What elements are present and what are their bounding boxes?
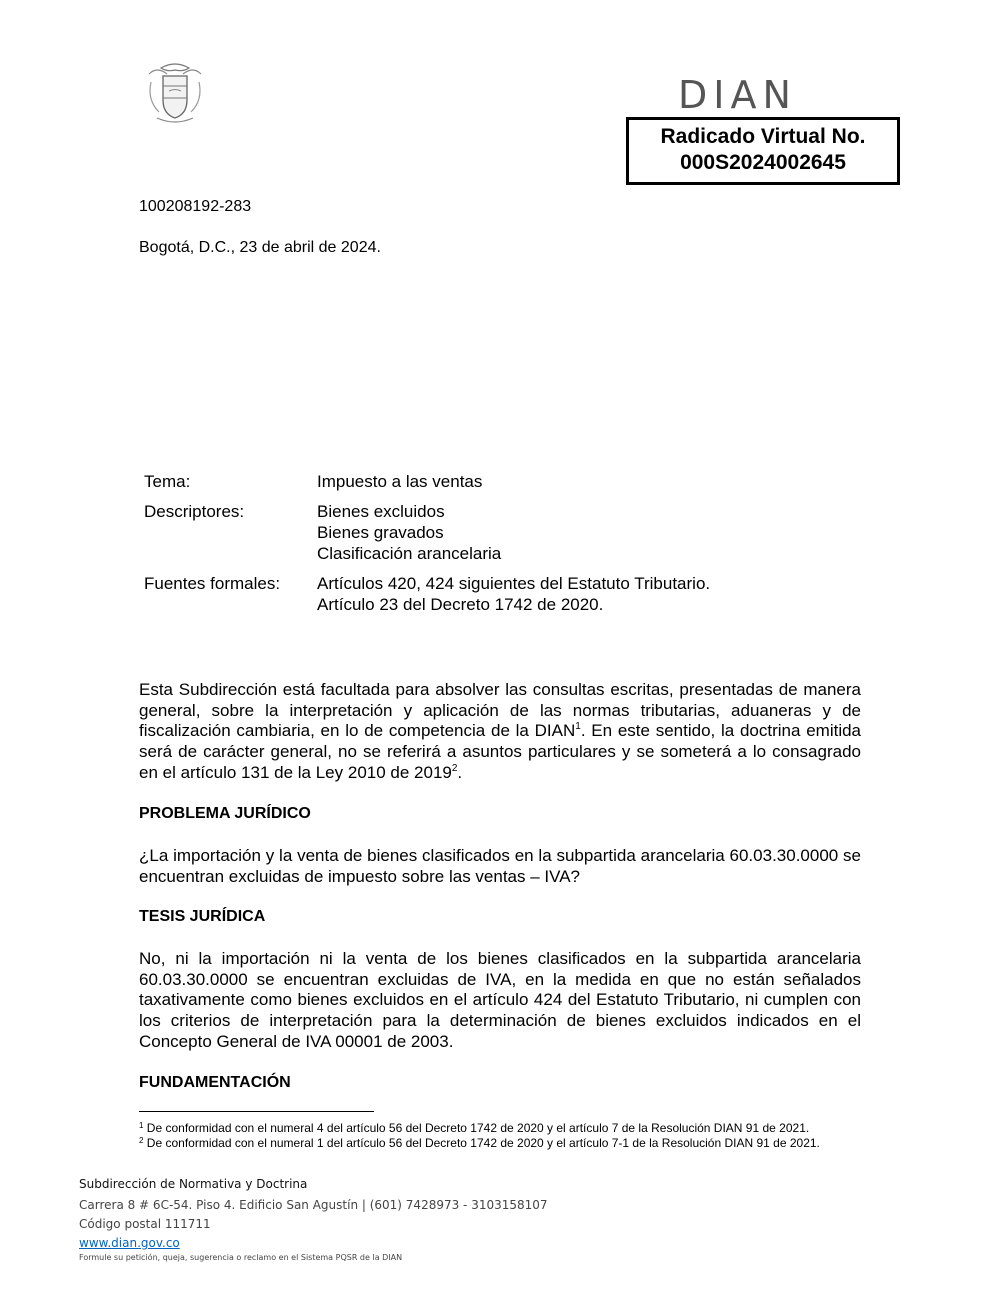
radicado-label: Radicado Virtual No.	[660, 125, 866, 148]
footer-postal-code: Código postal 111711	[79, 1217, 211, 1231]
tema-row	[144, 471, 710, 492]
footnote-divider	[139, 1111, 374, 1112]
tema-value: Impuesto a las ventas	[317, 472, 483, 491]
problema-heading: PROBLEMA JURÍDICO	[139, 805, 311, 822]
fuentes-label: Fuentes formales:	[144, 574, 281, 593]
footnote-ref-1[interactable]: 1	[575, 721, 581, 733]
footer-address: Carrera 8 # 6C-54. Piso 4. Edificio San Agustín | (601) 7428973 - 3103158107	[79, 1198, 548, 1212]
fuentes-row	[144, 573, 710, 615]
fuente-item: Artículos 420, 424 siguientes del Estatuto Tributario.	[317, 574, 711, 593]
fuente-item: Artículo 23 del Decreto 1742 de 2020.	[317, 595, 604, 614]
tesis-heading: TESIS JURÍDICA	[139, 908, 266, 925]
footnotes	[139, 1121, 861, 1151]
svg-text:DIAN: DIAN	[678, 78, 797, 110]
coat-of-arms-logo	[143, 60, 207, 126]
subject-table	[144, 471, 710, 624]
radicado-box	[626, 117, 900, 185]
place-date: Bogotá, D.C., 23 de abril de 2024.	[139, 239, 381, 256]
tesis-text: No, ni la importación ni la venta de los bienes clasificados en la subpartida arancelaria 60.03.30.0000 se encuentran excluidas de IVA, en la medida en que no están señalados taxativamente como bienes excluidos en el artículo 424 del Estatuto Tributario, ni cumplen con los criterios de interpretación para la determinación de bienes excluidos indicados en el Concepto General de IVA 00001 de 2003.	[139, 949, 861, 1051]
page-footer	[79, 1177, 548, 1262]
dian-logo	[678, 78, 858, 110]
descriptor-item: Bienes excluidos	[317, 502, 445, 521]
footer-website-link[interactable]: www.dian.gov.co	[79, 1236, 180, 1250]
document-reference: 100208192-283	[139, 198, 252, 215]
footer-office: Subdirección de Normativa y Doctrina	[79, 1177, 308, 1191]
problema-text: ¿La importación y la venta de bienes clasificados en la subpartida arancelaria 60.03.30.0000 se encuentran excluidas de impuesto sobre las ventas – IVA?	[139, 846, 861, 886]
footnote-ref-2[interactable]: 2	[451, 762, 458, 774]
tema-label: Tema:	[144, 472, 191, 491]
descriptores-label: Descriptores:	[144, 502, 245, 521]
descriptor-item: Bienes gravados	[317, 523, 444, 542]
radicado-number: 000S2024002645	[680, 151, 846, 174]
footnote-1: $^1$ De conformidad con el numeral 4 del artículo 56 del Decreto 1742 de 2020 y el artículo 7 de la Resolución DIAN 91 de 2021.	[139, 1121, 810, 1135]
descriptor-item: Clasificación arancelaria	[317, 544, 502, 563]
descriptores-row	[144, 501, 710, 564]
fundamentacion-heading: FUNDAMENTACIÓN	[139, 1074, 291, 1091]
intro-paragraph: Esta Subdirección está facultada para absolver las consultas escritas, presentadas de manera general, sobre la interpretación y aplicación de las normas tributarias, aduaneras y de fiscalización cambiaria, en lo de competencia de la DIAN$^1$. En este sentido, la doctrina emitida será de carácter general, no se referirá a asuntos particulares y se someterá a lo consagrado en el artículo 131 de la Ley 2010 de 2019$^2$.	[139, 680, 862, 782]
footer-pqsr-note: Formule su petición, queja, sugerencia o reclamo en el Sistema PQSR de la DIAN	[79, 1253, 403, 1262]
footnote-2: $^2$ De conformidad con el numeral 1 del artículo 56 del Decreto 1742 de 2020 y el artículo 7-1 de la Resolución DIAN 91 de 2021.	[139, 1136, 820, 1150]
